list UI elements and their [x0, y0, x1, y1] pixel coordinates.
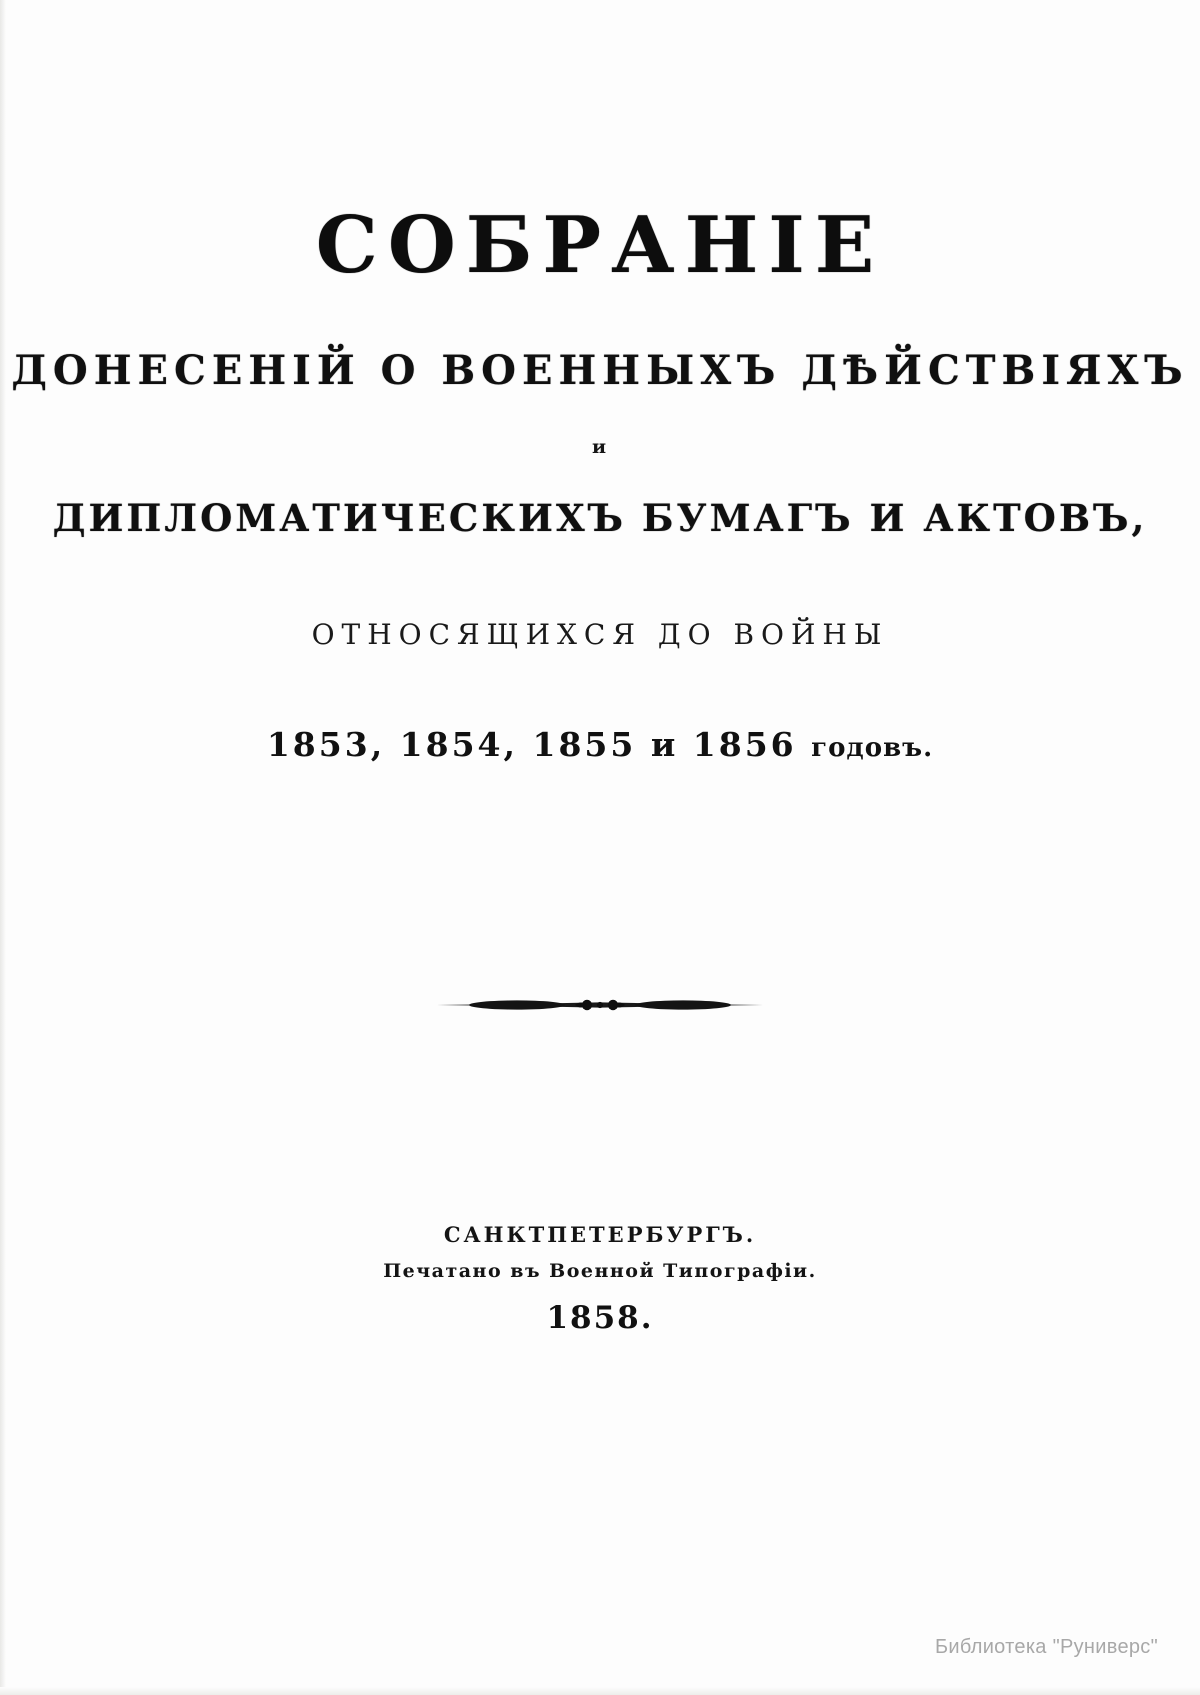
title-block — [0, 0, 1200, 764]
subtitle-line-1: ДОНЕСЕНIЙ О ВОЕННЫХЪ ДѢЙСТВIЯХЪ — [11, 346, 1189, 394]
imprint-city: САНКТПЕТЕРБУРГЪ. — [443, 1222, 757, 1247]
years-range: 1853, 1854, 1855 и 1856 — [266, 724, 797, 764]
ornament-divider — [0, 990, 1200, 1030]
conjunction-line: и — [591, 435, 609, 458]
library-watermark: Библиотека "Руниверс" — [934, 1636, 1158, 1658]
imprint-printer: Печатано въ Военной Типографiи. — [383, 1260, 817, 1282]
years-suffix: годовъ. — [811, 732, 934, 763]
page-title: СОБРАНIЕ — [315, 200, 885, 291]
years-line — [0, 725, 1200, 764]
imprint-year: 1858. — [546, 1300, 654, 1336]
subtitle-line-3: ОТНОСЯЩИХСЯ ДО ВОЙНЫ — [311, 617, 889, 651]
imprint-block — [0, 1222, 1200, 1336]
printers-ornament-icon — [435, 990, 765, 1020]
paper-edge-bottom — [0, 1687, 1200, 1695]
subtitle-line-2: ДИПЛОМАТИЧЕСКИХЪ БУМАГЪ И АКТОВЪ, — [52, 495, 1148, 540]
